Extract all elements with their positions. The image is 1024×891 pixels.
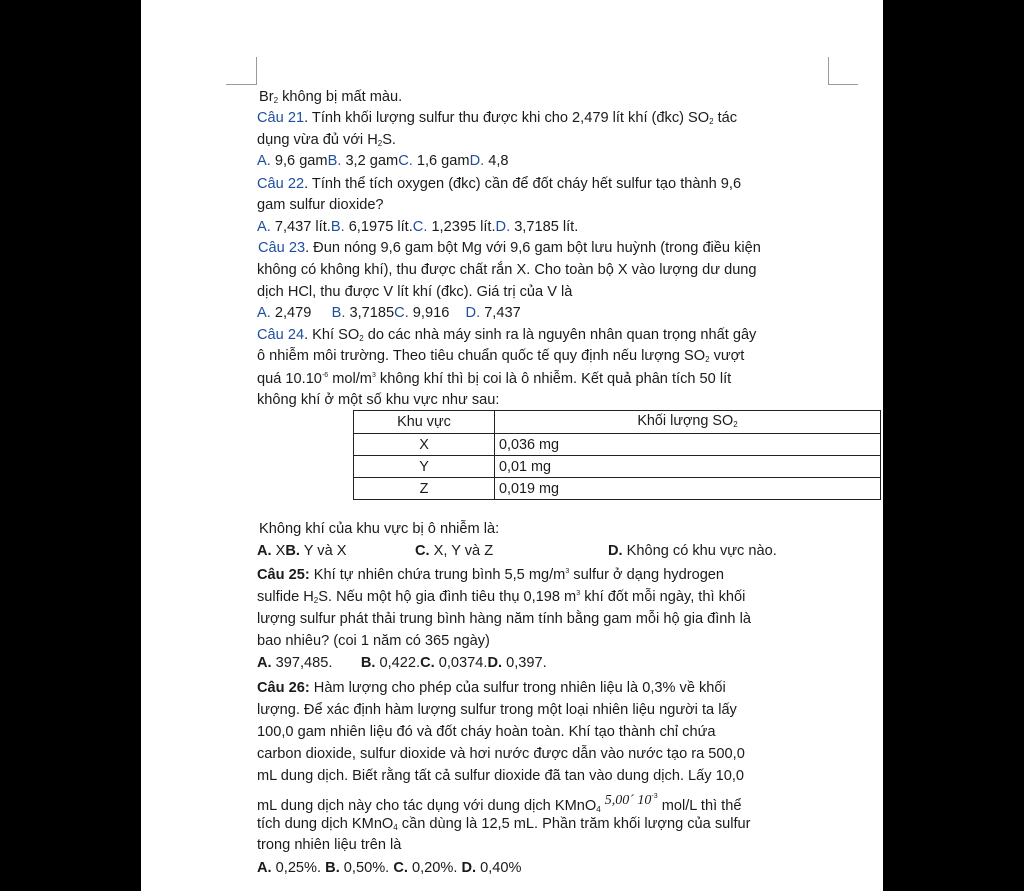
q26-label: Câu 26: [257, 680, 310, 696]
q23-answers: A. 2,479 B. 3,7185C. 9,916 D. 7,437 [257, 305, 521, 321]
q24-line-4: không khí ở một số khu vực như sau: [257, 392, 500, 408]
q21-answers: A. 9,6 gamB. 3,2 gamC. 1,6 gamD. 4,8 [257, 153, 509, 169]
q26-line-5: mL dung dịch. Biết rằng tất cả sulfur dioxide đã tan vào dung dịch. Lấy 10,0 [257, 768, 745, 784]
table-row [354, 434, 881, 456]
q24-label: Câu 24 [257, 327, 305, 343]
table-cell-mass: 0,019 mg [495, 478, 881, 500]
q25-label: Câu 25: [257, 567, 310, 583]
table-cell-zone: X [354, 434, 495, 456]
q25-line-3: lượng sulfur phát thải trung bình hàng năm tính bằng gam mỗi hộ gia đình là [257, 611, 751, 627]
q24-line-1: Câu 24. Khí $SO_2$ do các nhà máy sinh ra là nguyên nhân quan trọng nhất gây [257, 327, 757, 343]
q23-label: Câu 23 [258, 240, 306, 256]
pollution-table [353, 410, 881, 500]
q21-line-2: dụng vừa đủ với $H_2S$. [257, 132, 396, 148]
q26-line-4: carbon dioxide, sulfur dioxide và hơi nước được dẫn vào nước tạo ra 500,0 [257, 746, 745, 762]
q25-line-1: Câu 25: Khí tự nhiên chứa trung bình 5,5 $mg/m^3$ sulfur ở dạng hydrogen [257, 567, 725, 583]
q26-line-2: lượng. Để xác định hàm lượng sulfur trong một loại nhiên liệu người ta lấy [257, 702, 737, 718]
q26-answers: A. 0,25%. B. 0,50%. C. 0,20%. D. 0,40% [257, 860, 522, 876]
q22-label: Câu 22 [257, 176, 305, 192]
table-header-mass: Khối lượng $SO_2$ [495, 411, 881, 434]
table-row [354, 478, 881, 500]
q21-line-1: Câu 21. Tính khối lượng sulfur thu được khi cho 2,479 lít khí (đkc) $SO_2$ tác [257, 110, 738, 126]
q26-line-1: Câu 26: Hàm lượng cho phép của sulfur trong nhiên liệu là 0,3% về khối [257, 680, 726, 696]
table-cell-mass: 0,036 mg [495, 434, 881, 456]
q22-answers: A. 7,437 lít.B. 6,1975 lít.C. 1,2395 lít.D. 3,7185 lít. [257, 219, 579, 235]
table-header-row [354, 411, 881, 434]
table-cell-zone: Y [354, 456, 495, 478]
intro-line: $Br_2$ không bị mất màu. [259, 89, 403, 105]
table-header-zone: Khu vực [354, 411, 495, 434]
q23-line-1: Câu 23. Đun nóng 9,6 gam bột Mg với 9,6 gam bột lưu huỳnh (trong điều kiện [258, 240, 761, 256]
q22-line-2: gam sulfur dioxide? [257, 197, 384, 213]
q24-after-table: Không khí của khu vực bị ô nhiễm là: [259, 521, 500, 537]
q23-line-3: dịch HCl, thu được V lít khí (đkc). Giá trị của V là [257, 284, 573, 300]
q22-line-1: Câu 22. Tính thể tích oxygen (đkc) cần để đốt cháy hết sulfur tạo thành 9,6 [257, 176, 742, 192]
document-page: $Br_2$ không bị mất màu. Câu 21. Tính khối lượng sulfur thu được khi cho 2,479 lít khí (đkc) $SO_2$ tác dụng vừa đủ với $H_2S$. A. 9,6 gamB. 3,2 gamC. 1,6 gamD. 4,8 Câu 22. Tính thể tích oxygen (đkc) cần để đốt cháy hết sulfur tạo thành 9,6 gam sulfur dioxide? A. 7,437 lít.B. 6,1975 lít.C. 1,2395 lít.D. 3,7185 lít. Câu 23. Đun nóng 9,6 gam bột Mg với 9,6 gam bột lưu huỳnh (trong điều kiện không có không khí), thu được chất rắn X. Cho toàn bộ X vào lượng dư dung dịch HCl, thu được V lít khí (đkc). Giá trị của V là A. 2,479 B. 3,7185C. 9,916 D. 7,437 Câu 24. Khí $SO_2$ do các nhà máy sinh ra là nguyên nhân quan trọng nhất gây ô nhiễm môi trường. Theo tiêu chuẩn quốc tế quy định nếu lượng $SO_2$ vượt quá $10.10^{-6}$ mol/$m^3$ không khí thì bị coi là ô nhiễm. Kết quả phân tích 50 lít không khí ở một số khu vực như sau: Khu vực Khối lượng $SO_2$ X 0,036 mg Y 0,01 mg Z 0,019 mg Không khí của khu vực bị ô nhiễm là: A. XB. Y và X C. X, Y và Z D. Không có khu vực nào. Câu 25: Khí tự nhiên chứa trung bình 5,5 $mg/m^3$ sulfur ở dạng hydrogen sulfide $H_2S$. Nếu một hộ gia đình tiêu thụ 0,198 $m^3$ khí đốt mỗi ngày, thì khối lượng sulfur phát thải trung bình hàng năm tính bằng gam mỗi hộ gia đình là bao nhiêu? (coi 1 năm có 365 ngày) A. 397,485. B. 0,422.C. 0,0374.D. 0,397. Câu 26: Hàm lượng cho phép của sulfur trong nhiên liệu là 0,3% về khối lượng. Để xác định hàm lượng sulfur trong một loại nhiên liệu người ta lấy 100,0 gam nhiên liệu đó và đốt cháy hoàn toàn. Khí tạo thành chỉ chứa carbon dioxide, sulfur dioxide và hơi nước được dẫn vào nước tạo ra 500,0 mL dung dịch. Biết rằng tất cả sulfur dioxide đã tan vào dung dịch. Lấy 10,0 mL dung dịch này cho tác dụng với dung dịch KMnO$_4$ 5,00´ $10^{-3}$ mol/L thì thể tích dung dịch KMnO$_4$ cần dùng là 12,5 mL. Phần trăm khối lượng của sulfur trong nhiên liệu trên là A. 0,25%. B. 0,50%. C. 0,20%. D. 0,40% [141, 0, 883, 891]
q21-label: Câu 21 [257, 110, 305, 126]
q26-line-8: trong nhiên liệu trên là [257, 837, 402, 853]
q25-line-4: bao nhiêu? (coi 1 năm có 365 ngày) [257, 633, 490, 649]
q25-answers: A. 397,485. B. 0,422.C. 0,0374.D. 0,397. [257, 655, 547, 671]
table-row [354, 456, 881, 478]
q25-line-2: sulfide $H_2S$. Nếu một hộ gia đình tiêu thụ 0,198 $m^3$ khí đốt mỗi ngày, thì khối [257, 589, 746, 605]
table-cell-zone: Z [354, 478, 495, 500]
q24-line-3: quá $10.10^{-6}$ mol/$m^3$ không khí thì bị coi là ô nhiễm. Kết quả phân tích 50 lít [257, 371, 732, 387]
q23-line-2: không có không khí), thu được chất rắn X. Cho toàn bộ X vào lượng dư dung [257, 262, 757, 278]
concentration-formula: 5,00´ 10 [604, 793, 652, 808]
q24-line-2: ô nhiễm môi trường. Theo tiêu chuẩn quốc tế quy định nếu lượng $SO_2$ vượt [257, 348, 745, 364]
table-cell-mass: 0,01 mg [495, 456, 881, 478]
q26-line-3: 100,0 gam nhiên liệu đó và đốt cháy hoàn toàn. Khí tạo thành chỉ chứa [257, 724, 716, 740]
q26-line-7: tích dung dịch KMnO$_4$ cần dùng là 12,5 mL. Phần trăm khối lượng của sulfur [257, 816, 751, 832]
q26-line-6: mL dung dịch này cho tác dụng với dung dịch KMnO$_4$ 5,00´ $10^{-3}$ mol/L thì thể [257, 793, 742, 814]
